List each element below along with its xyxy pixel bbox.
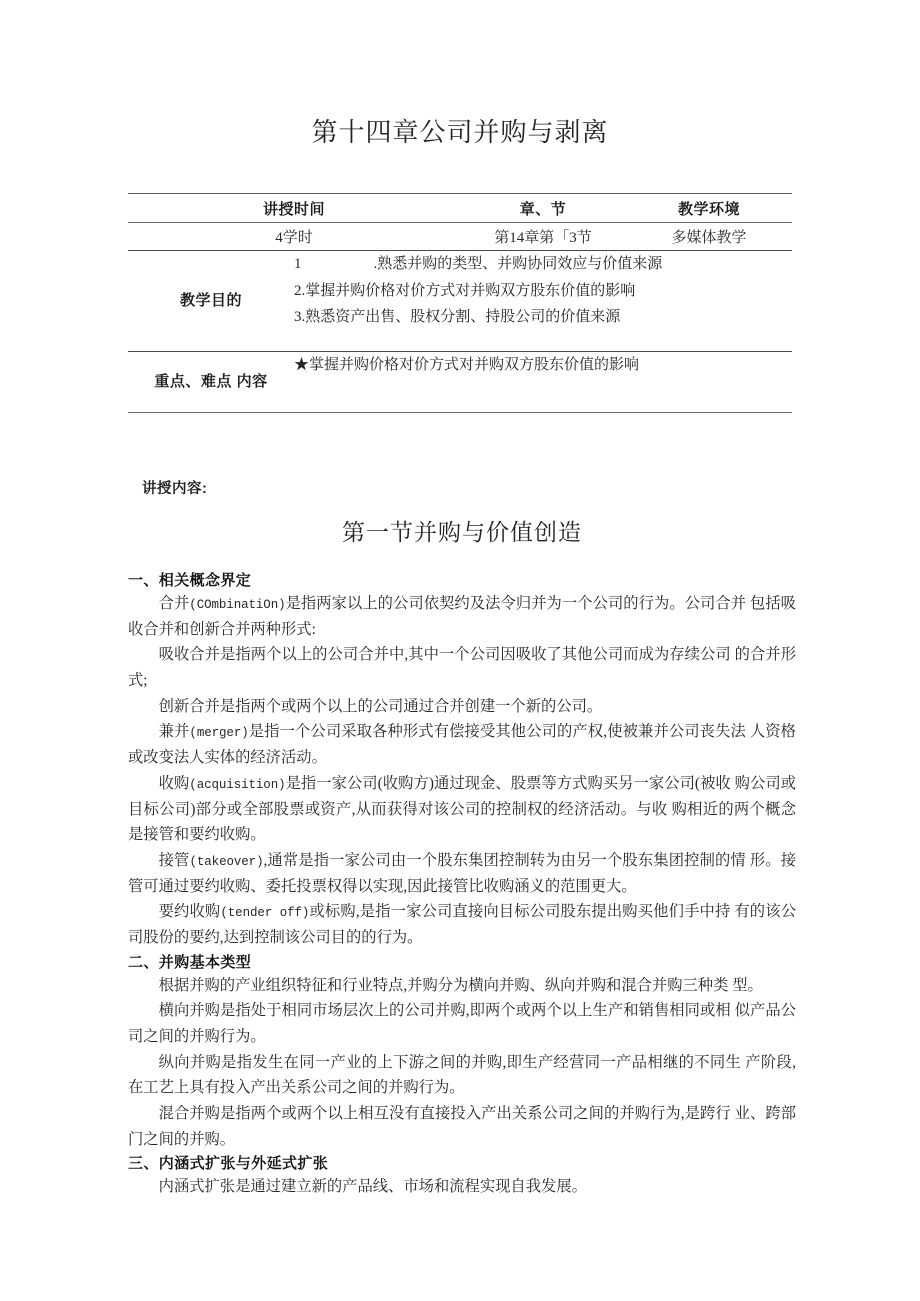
section-title: 第一节并购与价值创造 <box>342 520 582 545</box>
term-english: (tender off) <box>220 906 310 921</box>
objective-text: .熟悉资产出售、股权分割、持股公司的价值来源 <box>301 309 621 326</box>
header-cell-time: 讲授时间 <box>262 200 325 218</box>
paragraph: 纵向并购是指发生在同一产业的上下游之间的并购,即生产经营同一产品相继的不同生 产阶段,在工艺上具有投入产出关系公司之间的并购行为。 <box>128 1053 796 1097</box>
table-row-objectives <box>128 251 792 352</box>
term-label: 接管 <box>158 851 190 869</box>
paragraph-text: 是指一个公司采取各种形式有偿接受其他公司的产权,使被兼并公司丧失法 人资格或改变法人实体的经济活动。 <box>128 723 796 767</box>
term-english: (merger) <box>189 726 249 741</box>
term-label: 收购 <box>158 774 190 792</box>
row-label-objectives: 教学目的 <box>179 292 242 310</box>
paragraph: 横向并购是指处于相同市场层次上的公司并购,即两个或两个以上生产和销售相同或相 似产品公司之间的并购行为。 <box>128 1002 796 1045</box>
objective-text: .熟悉并购的类型、并购协同效应与价值来源 <box>373 256 663 272</box>
table-header-row <box>128 194 792 223</box>
heading-types: 二、并购基本类型 <box>128 953 252 971</box>
paragraph: 根据并购的产业组织特征和行业特点,并购分为横向并购、纵向并购和混合并购三种类 型。 <box>158 976 763 994</box>
term-english: (acquisition) <box>189 777 286 792</box>
course-info-table <box>128 193 792 413</box>
paragraph-text: 或标购,是指一家公司直接向目标公司股东提出购买他们手中持 有的该公司股份的要约,达到控制该公司目的的行为。 <box>128 903 796 946</box>
page-title: 第十四章公司并购与剥离 <box>311 118 609 147</box>
paragraph-text: 是指一家公司(收购方)通过现金、股票等方式购买另一家公司(被收 购公司或目标公司)部分或全部股票或资产,从而获得对该公司的控制权的经济活动。与收 购相近的两个概念是接管和要约收购。 <box>128 774 796 844</box>
objective-number: 3 <box>294 309 302 326</box>
data-cell-time: 4学时 <box>275 230 313 246</box>
paragraph <box>128 591 796 642</box>
lecture-content-label: 讲授内容: <box>142 481 208 497</box>
table-data-row <box>128 223 792 251</box>
paragraph-text: 是指两家以上的公司依契约及法令归并为一个公司的行为。公司合并 包括吸收合并和创新合并两种形式: <box>128 595 796 638</box>
row-content-objectives <box>294 251 792 352</box>
paragraph <box>128 719 796 770</box>
data-cell-chapter: 第14章第「3节 <box>494 230 592 246</box>
objective-item <box>294 304 792 331</box>
objective-item <box>294 251 792 278</box>
table-row-keypoints <box>128 352 792 413</box>
objective-number: 1 <box>294 256 302 272</box>
header-cell-environment: 教学环境 <box>677 200 740 218</box>
row-label-keypoints: 重点、难点 内容 <box>154 373 268 391</box>
heading-expansion: 三、内涵式扩张与外延式扩张 <box>128 1155 329 1173</box>
term-english: (COmbinatiOn) <box>189 598 286 612</box>
data-cell-environment: 多媒体教学 <box>671 230 747 246</box>
paragraph: 内涵式扩张是通过建立新的产品线、市场和流程实现自我发展。 <box>158 1178 587 1196</box>
term-label: 要约收购 <box>158 903 221 921</box>
objective-text: .掌握并购价格对价方式对并购双方股东价值的影响 <box>301 282 636 299</box>
objective-number: 2 <box>294 282 302 299</box>
paragraph <box>128 771 796 848</box>
paragraph <box>128 848 796 899</box>
paragraph: 吸收合并是指两个以上的公司合并中,其中一个公司因吸收了其他公司而成为存续公司 的合并形式; <box>128 646 796 690</box>
paragraph: 混合并购是指两个或两个以上相互没有直接投入产出关系公司之间的并购行为,是跨行 业、跨部门之间的并购。 <box>128 1105 796 1148</box>
paragraph-text: ,通常是指一家公司由一个股东集团控制转为由另一个股东集团控制的情 形。接管可通过要约收购、委托投票权得以实现,因此接管比收购涵义的范围更大。 <box>128 851 796 895</box>
paragraph: 创新合并是指两个或两个以上的公司通过合并创建一个新的公司。 <box>158 697 603 715</box>
term-english: (takeover) <box>189 854 264 869</box>
document-body <box>128 477 796 1200</box>
header-cell-chapter: 章、节 <box>519 200 567 218</box>
heading-concepts: 一、相关概念界定 <box>128 572 252 589</box>
paragraph <box>128 899 796 950</box>
term-label: 兼并 <box>158 723 190 741</box>
objective-item <box>294 278 792 305</box>
row-content-keypoints: ★掌握并购价格对价方式对并购双方股东价值的影响 <box>294 357 640 373</box>
term-label: 合并 <box>158 595 190 612</box>
